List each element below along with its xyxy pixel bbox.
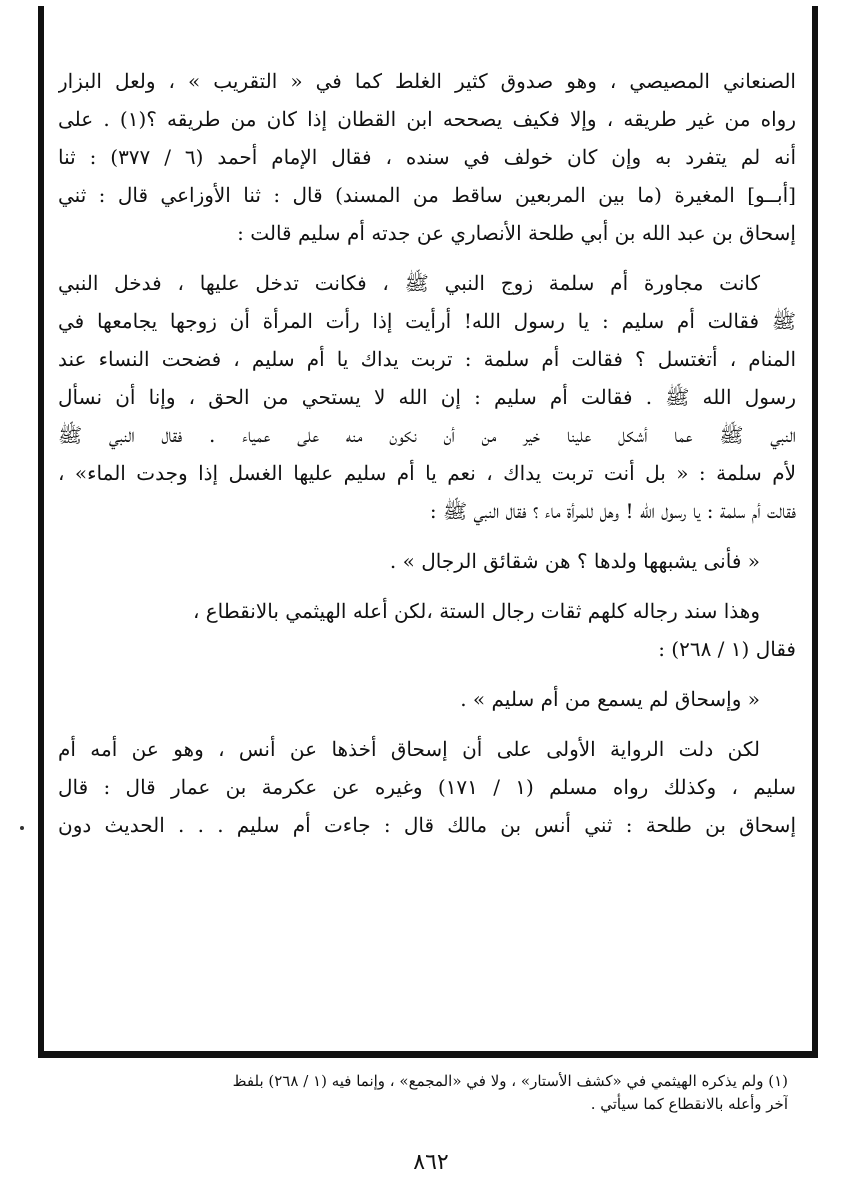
text-line-19: إسحاق بن طلحة : ثني أنس بن مالك قال : جاءت أم سليم . . . الحديث دون xyxy=(58,813,796,837)
text-line-7: ﷺ فقالت أم سليم : يا رسول الله! أرأيت إذا رأت المرأة أن زوجها يجامعها في xyxy=(58,309,796,333)
page-number: ٨٦٢ xyxy=(413,1150,449,1175)
text-line-9: رسول الله ﷺ . فقالت أم سليم : إن الله لا يستحي من الحق ، وإنا أن نسأل xyxy=(58,385,796,409)
text-line-2: رواه من غير طريقه ، وإلا فكيف يصححه ابن القطان إذا كان من طريقه ؟(١) . على xyxy=(58,107,796,131)
text-line-5: إسحاق بن عبد الله بن أبي طلحة الأنصاري عن جدته أم سليم قالت : xyxy=(237,221,796,245)
text-line-13: « فأنى يشبهها ولدها ؟ هن شقائق الرجال » . xyxy=(389,549,760,573)
text-line-16: « وإسحاق لم يسمع من أم سليم » . xyxy=(460,687,760,711)
footnote-line-1: (١) ولم يذكره الهيثمي في «كشف الأستار» ، ولا في «المجمع» ، وإنما فيه (١ / ٢٦٨) بلفظ xyxy=(232,1072,788,1090)
text-line-10: النبي ﷺ عما أشكل علينا خير من أن نكون منه على عمياء . فقال النبي ﷺ xyxy=(58,423,796,447)
text-line-17: لكن دلت الرواية الأولى على أن إسحاق أخذها عن أنس ، وهو عن أمه أم xyxy=(58,737,760,761)
text-line-6: كانت مجاورة أم سلمة زوج النبي ﷺ ، فكانت تدخل عليها ، فدخل النبي xyxy=(58,271,761,295)
text-line-14: وهذا سند رجاله كلهم ثقات رجال الستة ،لكن أعله الهيثمي بالانقطاع ، xyxy=(192,599,760,623)
text-line-8: المنام ، أتغتسل ؟ فقالت أم سلمة : تربت يداك يا أم سليم ، فضحت النساء عند xyxy=(58,347,796,371)
text-line-15: فقال (١ / ٢٦٨) : xyxy=(658,637,796,661)
footnotes xyxy=(58,1070,788,1116)
scan-speck xyxy=(20,826,24,830)
text-line-1: الصنعاني المصيصي ، وهو صدوق كثير الغلط كما في « التقريب » ، ولعل البزار xyxy=(58,69,796,93)
text-line-12: فقالت أم سلمة : يا رسول الله ! وهل للمرأة ماء ؟ فقال النبي ﷺ : xyxy=(429,499,796,523)
text-line-4: [أبــو] المغيرة (ما بين المربعين ساقط من المسند) قال : ثنا الأوزاعي قال : ثني xyxy=(58,183,796,207)
text-line-3: أنه لم يتفرد به وإن كان خولف في سنده ، فقال الإمام أحمد (٦ / ٣٧٧) : ثنا xyxy=(58,145,796,169)
footnote-line-2: آخر وأعله بالانقطاع كما سيأتي . xyxy=(590,1095,788,1113)
text-line-18: سليم ، وكذلك رواه مسلم (١ / ١٧١) وغيره عن عكرمة بن عمار قال : قال xyxy=(58,775,796,799)
text-line-11: لأم سلمة : « بل أنت تربت يداك ، نعم يا أم سليم عليها الغسل إذا وجدت الماء» ، xyxy=(58,461,796,485)
main-text xyxy=(58,62,796,844)
